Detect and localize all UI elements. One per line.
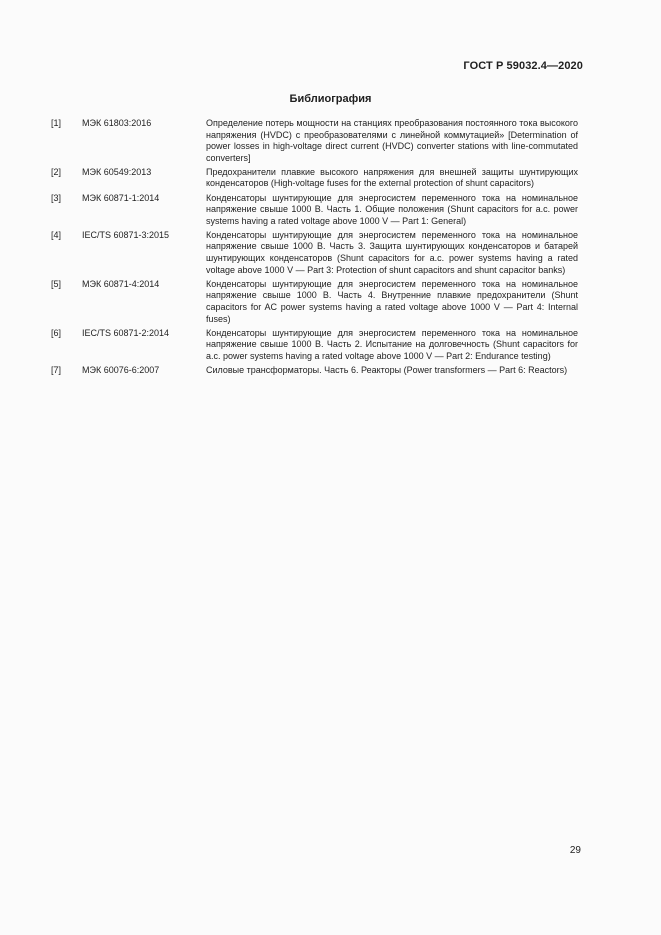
standard-title: Конденсаторы шунтирующие для энергосистем переменного тока на номинальное напряжение свыше 1000 В. Часть 4. Внутренние плавкие предохранители (Shunt capacitors for AC power systems having a rated voltage above 1000 V — Part 4: Internal fuses) [206, 278, 578, 324]
entry-number: [1] [51, 118, 62, 128]
entry-number: [2] [51, 166, 62, 177]
bibliography-entry [51, 167, 578, 190]
standard-title: Конденсаторы шунтирующие для энергосистем переменного тока на номинальное напряжение свыше 1000 В. Часть 1. Общие положения (Shunt capacitors for a.c. power systems having a rated voltage above 1000 V — Part 1: General) [206, 192, 578, 226]
entry-number: [3] [51, 192, 62, 203]
bibliography-heading: Библиография [289, 93, 372, 105]
standard-code: IEC/TS 60871-2:2014 [82, 327, 170, 338]
bibliography-list [51, 118, 578, 379]
entry-number: [5] [51, 278, 62, 289]
entry-number: [6] [51, 327, 62, 338]
standard-code: МЭК 60871-1:2014 [82, 192, 160, 203]
standard-title: Силовые трансформаторы. Часть 6. Реакторы (Power transformers — Part 6: Reactors) [206, 364, 568, 375]
page-number: 29 [569, 845, 581, 856]
standard-title: Определение потерь мощности на станциях преобразования постоянного тока высокого напряжения (HVDC) с преобразователями с линейной коммутацией» [Determination of power losses in high-voltage direct current (HVDC) converter stations with line-commutated converters] [206, 118, 578, 163]
bibliography-entry [51, 328, 578, 363]
bibliography-entry [51, 365, 578, 377]
standard-code: МЭК 60549:2013 [82, 166, 152, 177]
standard-code: МЭК 61803:2016 [82, 118, 152, 128]
standard-title: Конденсаторы шунтирующие для энергосистем переменного тока на номинальное напряжение свыше 1000 В. Часть 3. Защита шунтирующих конденсаторов и батарей шунтирующих конденсаторов (Shunt capacitors for a.c. power systems having a rated voltage above 1000 V — Part 3: Protection of shunt capacitors and shunt capacitor banks) [206, 229, 578, 275]
bibliography-entry [51, 279, 578, 325]
bibliography-entry [51, 193, 578, 228]
standard-code: МЭК 60871-4:2014 [82, 278, 160, 289]
standard-title: Предохранители плавкие высокого напряжения для внешней защиты шунтирующих конденсаторов (High-voltage fuses for the external protection of shunt capacitors) [206, 166, 578, 189]
standard-title: Конденсаторы шунтирующие для энергосистем переменного тока на номинальное напряжение свыше 1000 В. Часть 2. Испытание на долговечность (Shunt capacitors for a.c. power systems having a rated voltage above 1000 V — Part 2: Endurance testing) [206, 327, 578, 361]
standard-code: МЭК 60076-6:2007 [82, 364, 160, 375]
entry-number: [4] [51, 229, 62, 240]
entry-number: [7] [51, 364, 62, 375]
standard-code: IEC/TS 60871-3:2015 [82, 229, 170, 240]
standard-designation: ГОСТ Р 59032.4—2020 [463, 60, 583, 72]
bibliography-entry [51, 118, 578, 164]
bibliography-entry [51, 230, 578, 276]
